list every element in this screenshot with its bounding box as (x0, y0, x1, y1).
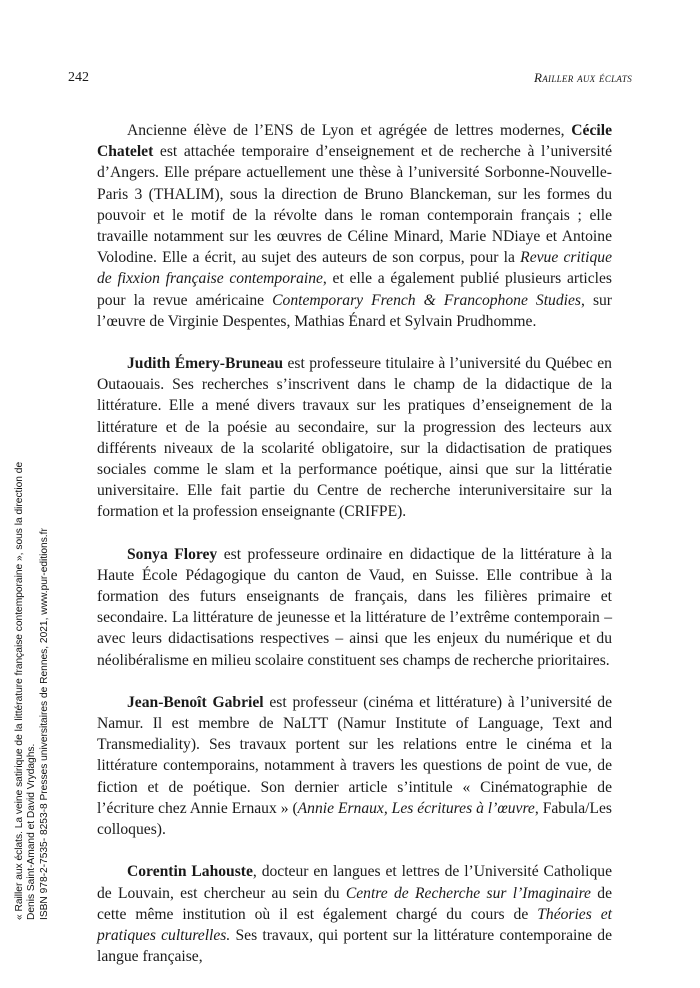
course-title: Théories et pratiques culturelles. (97, 905, 612, 944)
bio-text: est professeure titulaire à l’université du Québec en Outaouais. Ses recherches s’inscrivent dans le champ de la didactique de la littérature. Elle a mené divers travaux sur les pratiques d’enseignement de la littérature et de la poésie au secondaire, sur la progression des lecteurs aux différents niveaux de la scolarité obligatoire, sur la didactisation de pratiques sociales comme le slam et la performance poétique, ainsi que sur la littératie universitaire. Elle fait partie du Centre de recherche interuniversitaire sur la formation et la profession enseignante (CRIFPE). (97, 355, 612, 521)
bio-sonya-florey (97, 544, 612, 671)
contributor-name: Cécile Chatelet (97, 122, 612, 161)
bio-cecile-chatelet (97, 120, 612, 332)
side-note-line: « Railler aux éclats. La veine satirique de la littérature française contemporaine », sous la direction de (14, 461, 25, 920)
contributor-name: Jean-Benoît Gabriel (127, 693, 264, 711)
bio-judith-emery-bruneau (97, 353, 612, 523)
publisher-side-note (14, 380, 51, 920)
bio-text: est professeur (cinéma et littérature) à l’université de Namur. Il est membre de NaLTT (Namur Institute of Language, Text and Transmediality). Ses travaux portent sur les relations entre le cinéma et la littérature contemporains, notamment à travers les questions de point de vue, de fiction et de poétique. Son dernier article s’intitule « Cinématographie de l’écriture chez Annie Ernaux » ( (97, 693, 613, 817)
journal-title: Contemporary French & Francophone Studies (272, 291, 581, 309)
side-note-line: ISBN 978-2-7535- 8253-8 Presses universitaires de Rennes, 2021, www.pur-editions.fr (38, 528, 50, 920)
bio-text: est professeure ordinaire en didactique de la littérature à la Haute École Pédagogique du canton de Vaud, en Suisse. Elle contribue à la formation des futurs enseignants de français, dans les filières primaire et secondaire. La littérature de jeunesse et la littérature de l’extrême contemporain – avec leurs didactisations respectives – ainsi que les enjeux du numérique et du néolibéralisme en milieu scolaire constituent ses champs de recherche prioritaires. (97, 545, 612, 669)
bio-text: de cette même institution où il est également chargé du cours de (97, 884, 612, 923)
running-head: Railler aux éclats (533, 70, 632, 85)
research-centre-name: Centre de Recherche sur l’Imaginaire (345, 884, 591, 902)
book-title: Annie Ernaux, Les écritures à l’œuvre (297, 799, 535, 817)
bio-text: , et elle a également publié plusieurs articles pour la revue américaine (97, 270, 613, 309)
contributor-name: Corentin Lahouste (127, 863, 253, 881)
bio-text: , docteur en langues et lettres de l’Université Catholique de Louvain, est chercheur au sein du (97, 863, 612, 902)
side-note-line: Denis Saint-Amand et David Vrydaghs. (26, 743, 38, 920)
bio-text: , sur l’œuvre de Virginie Despentes, Mathias Énard et Sylvain Prudhomme. (97, 291, 613, 330)
bio-text: , Fabula/Les colloques). (97, 799, 612, 839)
bio-text: est attachée temporaire d’enseignement et de recherche à l’université d’Angers. Elle prépare actuellement une thèse à l’université Sorbonne-Nouvelle-Paris 3 (THALIM), sous la direction de Bruno Blanckeman, sur les formes du pouvoir et le motif de la révolte dans le roman contemporain français ; elle travaille notamment sur les œuvres de Céline Minard, Marie NDiaye et Antoine Volodine. Elle a écrit, au sujet des auteurs de son corpus, pour la (97, 143, 612, 267)
bio-text: Ancienne élève de l’ENS de Lyon et agrégée de lettres modernes, (127, 122, 572, 139)
contributor-name: Sonya Florey (127, 545, 218, 563)
bio-corentin-lahouste (97, 861, 612, 967)
page-number: 242 (68, 70, 89, 85)
bio-jean-benoit-gabriel (97, 692, 612, 840)
journal-title: Revue critique de fixxion française contemporaine (97, 249, 612, 288)
contributor-bios (97, 120, 612, 988)
bio-text: Ses travaux, qui portent sur la littérature contemporaine de langue française, (97, 926, 613, 966)
contributor-name: Judith Émery-Bruneau (127, 355, 284, 373)
